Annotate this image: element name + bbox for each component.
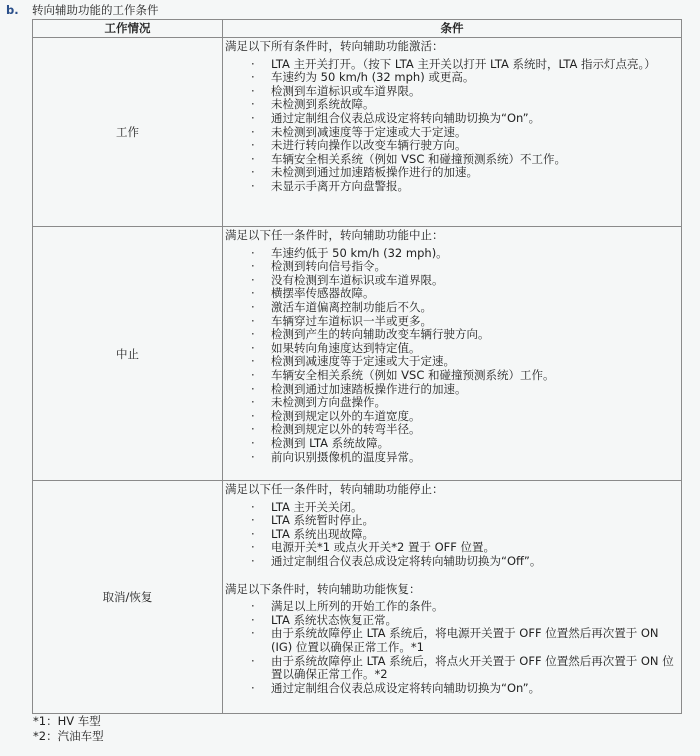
list-item [251, 313, 677, 329]
bullet-icon: · [251, 97, 255, 112]
conditions-list [225, 600, 677, 695]
table-row [33, 227, 682, 481]
list-item [251, 151, 677, 167]
list-item [251, 367, 677, 383]
bullet-icon: · [251, 526, 255, 541]
conditions-intro: 满足以下所有条件时，转向辅助功能激活： [225, 39, 444, 53]
list-item [251, 299, 677, 315]
list-item [251, 435, 677, 451]
situation-cell: 取消/恢复 [33, 481, 223, 714]
footnote: *1：HV 车型 [33, 714, 101, 728]
list-item [251, 680, 677, 696]
conditions-cell [223, 38, 682, 227]
header-situation: 工作情况 [33, 20, 223, 38]
list-item [251, 138, 677, 153]
bullet-icon: · [251, 354, 255, 369]
conditions-table [32, 19, 682, 714]
list-item [251, 499, 677, 515]
bullet-icon: · [251, 56, 255, 71]
list-item [251, 381, 677, 397]
section-heading [6, 3, 159, 18]
list-item-text: 检测到规定以外的车道宽度。 [271, 408, 421, 423]
bullet-icon: · [251, 599, 255, 614]
list-item [251, 653, 677, 682]
bullet-icon: · [251, 165, 255, 180]
list-item-text: 检测到车道标识或车道界限。 [271, 83, 421, 98]
bullet-icon: · [251, 340, 255, 355]
list-item [251, 526, 677, 542]
conditions-intro: 满足以下任一条件时，转向辅助功能中止： [225, 228, 444, 242]
list-item [251, 340, 677, 356]
list-item-text: 未显示手离开方向盘警报。 [271, 178, 409, 193]
bullet-icon: · [251, 612, 255, 627]
list-item-text: LTA 系统状态恢复正常。 [271, 612, 397, 627]
list-item-text: LTA 主开关关闭。 [271, 499, 363, 514]
bullet-icon: · [251, 151, 255, 166]
bullet-icon: · [251, 272, 255, 287]
bullet-icon: · [251, 499, 255, 514]
bullet-icon: · [251, 124, 255, 139]
list-item-text: 没有检测到车道标识或车道界限。 [271, 272, 444, 287]
bullet-icon: · [251, 653, 255, 668]
list-item [251, 612, 677, 628]
list-item [251, 553, 677, 569]
bullet-icon: · [251, 83, 255, 98]
list-item-text: 通过定制组合仪表总成设定将转向辅助切换为“Off”。 [271, 553, 542, 568]
conditions-cell [223, 227, 682, 481]
list-item [251, 286, 677, 301]
bullet-icon: · [251, 110, 255, 125]
list-item [251, 178, 677, 194]
bullet-icon: · [251, 626, 255, 641]
list-item-text: 检测到产生的转向辅助改变车辆行驶方向。 [271, 327, 490, 342]
list-item-text: 未检测到通过加速踏板操作进行的加速。 [271, 165, 478, 180]
table-row [33, 38, 682, 227]
list-item-text: 检测到通过加速踏板操作进行的加速。 [271, 381, 467, 396]
list-item-text: 由于系统故障停止 LTA 系统后，将电源开关置于 OFF 位置然后再次置于 ON (IG) 位置以确保正常工作。*1 [271, 626, 659, 654]
bullet-icon: · [251, 395, 255, 410]
list-item [251, 259, 677, 274]
list-item [251, 56, 677, 72]
list-item [251, 97, 677, 112]
conditions-list [225, 501, 677, 569]
bullet-icon: · [251, 513, 255, 528]
conditions-intro: 满足以下条件时，转向辅助功能恢复： [225, 581, 421, 596]
section-title: 转向辅助功能的工作条件 [32, 3, 159, 17]
table-header-row [33, 20, 682, 38]
bullet-icon: · [251, 367, 255, 382]
list-item [251, 70, 677, 85]
bullet-icon: · [251, 138, 255, 153]
list-item [251, 354, 677, 369]
situation-cell: 工作 [33, 38, 223, 227]
footnotes [33, 714, 104, 744]
bullet-icon: · [251, 553, 255, 568]
bullet-icon: · [251, 680, 255, 695]
conditions-list [225, 58, 677, 194]
list-item [251, 272, 677, 288]
list-item [251, 124, 677, 140]
list-item-text: 车辆安全相关系统（例如 VSC 和碰撞预测系统）不工作。 [271, 151, 567, 166]
bullet-icon: · [251, 286, 255, 301]
list-item-text: 如果转向角速度达到特定值。 [271, 340, 421, 355]
list-item-text: 检测到 LTA 系统故障。 [271, 435, 390, 450]
bullet-icon: · [251, 299, 255, 314]
list-item-text: 检测到转向信号指令。 [271, 259, 386, 274]
list-item [251, 165, 677, 180]
table-row [33, 481, 682, 714]
list-item-text: 由于系统故障停止 LTA 系统后，将点火开关置于 OFF 位置然后再次置于 ON 位置以确保正常工作。*2 [271, 653, 674, 682]
list-item-text: 未检测到方向盘操作。 [271, 395, 386, 410]
list-item-text: 检测到减速度等于定速或大于定速。 [271, 354, 455, 369]
list-item-text: 横摆率传感器故障。 [271, 286, 375, 301]
list-item-text: 通过定制组合仪表总成设定将转向辅助切换为“On”。 [271, 680, 541, 695]
bullet-icon: · [251, 435, 255, 450]
bullet-icon: · [251, 422, 255, 437]
list-item [251, 540, 677, 555]
list-item-text: 车辆安全相关系统（例如 VSC 和碰撞预测系统）工作。 [271, 367, 555, 382]
bullet-icon: · [251, 245, 255, 260]
bullet-icon: · [251, 70, 255, 85]
list-item-text: 未进行转向操作以改变车辆行驶方向。 [271, 138, 467, 153]
conditions-cell [223, 481, 682, 714]
list-item-text: 电源开关*1 或点火开关*2 置于 OFF 位置。 [271, 540, 496, 555]
bullet-icon: · [251, 540, 255, 555]
bullet-icon: · [251, 259, 255, 274]
situation-cell: 中止 [33, 227, 223, 481]
bullet-icon: · [251, 449, 255, 464]
footnote: *2：汽油车型 [33, 729, 104, 743]
list-item-text: 前向识别摄像机的温度异常。 [271, 449, 421, 464]
list-item [251, 395, 677, 410]
conditions-list [225, 247, 677, 465]
list-item [251, 422, 677, 437]
list-item-text: LTA 系统出现故障。 [271, 526, 374, 541]
list-item-text: 车辆穿过车道标识一半或更多。 [271, 313, 432, 328]
bullet-icon: · [251, 327, 255, 342]
list-item-text: 满足以上所列的开始工作的条件。 [271, 599, 444, 614]
list-item-text: LTA 系统暂时停止。 [271, 513, 374, 528]
list-item [251, 513, 677, 528]
list-item [251, 408, 677, 424]
list-item [251, 449, 677, 465]
list-item [251, 599, 677, 614]
conditions-intro: 满足以下任一条件时，转向辅助功能停止： [225, 482, 444, 496]
bullet-icon: · [251, 313, 255, 328]
list-item [251, 327, 677, 342]
bullet-icon: · [251, 381, 255, 396]
section-label: b. [6, 3, 19, 17]
list-item-text: 通过定制组合仪表总成设定将转向辅助切换为“On”。 [271, 110, 541, 125]
list-item [251, 626, 677, 654]
list-item-text: 车速约低于 50 km/h (32 mph)。 [271, 245, 448, 260]
list-item-text: LTA 主开关打开。（按下 LTA 主开关以打开 LTA 系统时，LTA 指示灯点亮。） [271, 56, 656, 71]
list-item-text: 未检测到减速度等于定速或大于定速。 [271, 124, 467, 139]
list-item-text: 车速约为 50 km/h (32 mph) 或更高。 [271, 70, 475, 85]
list-item-text: 激活车道偏离控制功能后不久。 [271, 299, 432, 314]
list-item-text: 检测到规定以外的转弯半径。 [271, 422, 421, 437]
list-item [251, 83, 677, 99]
header-conditions: 条件 [223, 20, 682, 38]
bullet-icon: · [251, 178, 255, 193]
list-item-text: 未检测到系统故障。 [271, 97, 375, 112]
list-item [251, 110, 677, 126]
list-item [251, 245, 677, 261]
bullet-icon: · [251, 408, 255, 423]
